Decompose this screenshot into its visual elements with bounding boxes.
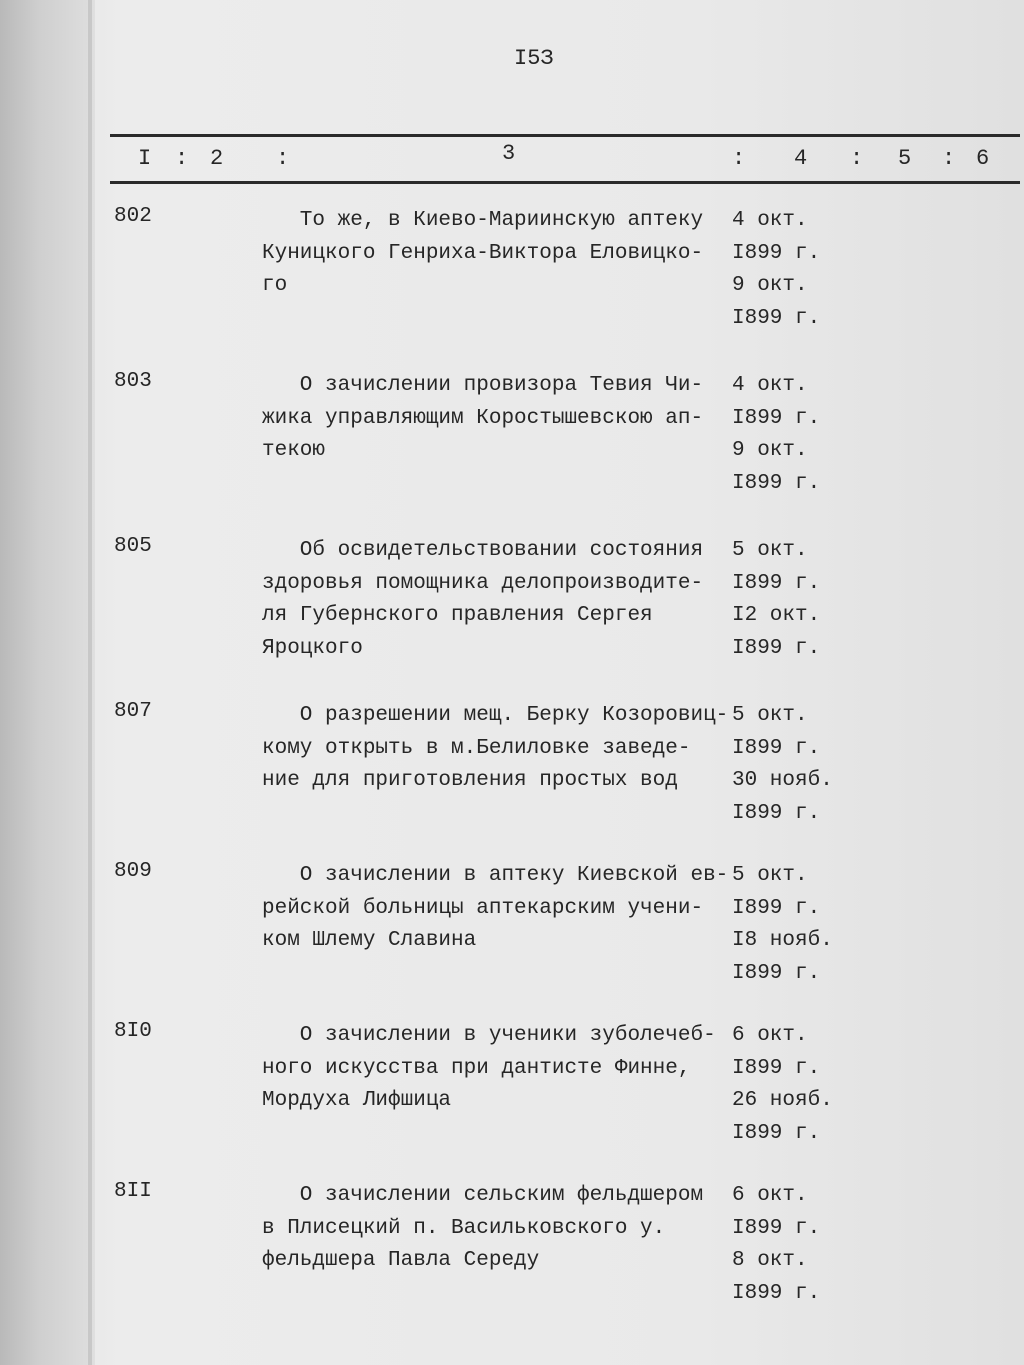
end-date: 26 нояб.: [732, 1089, 833, 1113]
column-number-5: 5: [898, 146, 912, 171]
start-year: I899 г.: [732, 406, 821, 430]
description-line: О зачислении сельским фельдшером: [262, 1184, 704, 1207]
description-line: О зачислении в аптеку Киевской ев-: [262, 864, 729, 887]
description-line: Куницкого Генриха-Виктора Еловицко-: [262, 241, 704, 265]
entry-number: 805: [114, 535, 152, 558]
entry-description: [262, 1020, 732, 1118]
end-date: I2 окт.: [732, 604, 821, 628]
end-year: I899 г.: [732, 1121, 821, 1145]
start-date: 6 окт.: [732, 1184, 808, 1207]
entry-dates: [732, 700, 852, 830]
end-date: 8 окт.: [732, 1249, 808, 1273]
entry-number: 803: [114, 370, 152, 393]
start-year: I899 г.: [732, 736, 821, 760]
description-line: ние для приготовления простых вод: [262, 769, 678, 793]
column-separator: :: [732, 146, 746, 171]
description-line: ного искусства при дантисте Финне,: [262, 1056, 691, 1080]
end-year: I899 г.: [732, 801, 821, 825]
column-number-1: I: [138, 146, 152, 171]
description-line: ля Губернского правления Сергея: [262, 604, 653, 628]
start-date: 4 окт.: [732, 374, 808, 397]
description-line: То же, в Киево-Мариинскую аптеку: [262, 209, 704, 232]
description-line: Мордуха Лифшица: [262, 1089, 452, 1113]
entry-description: [262, 700, 732, 798]
entry-number: 809: [114, 860, 152, 883]
entry-number: 8I0: [114, 1020, 152, 1043]
end-date: 9 окт.: [732, 439, 808, 463]
entry-description: [262, 370, 732, 468]
entry-description: [262, 535, 732, 665]
start-year: I899 г.: [732, 896, 821, 920]
end-year: I899 г.: [732, 961, 821, 985]
description-line: О разрешении мещ. Берку Козоровиц-: [262, 704, 729, 727]
column-separator: :: [175, 146, 189, 171]
entry-number: 802: [114, 205, 152, 228]
column-number-6: 6: [976, 146, 990, 171]
column-separator: :: [850, 146, 864, 171]
description-line: Об освидетельствовании состояния: [262, 539, 704, 562]
start-date: 5 окт.: [732, 539, 808, 562]
table-header-bottom-rule: [110, 181, 1020, 184]
end-date: 30 нояб.: [732, 769, 833, 793]
start-year: I899 г.: [732, 241, 821, 265]
end-date: 9 окт.: [732, 274, 808, 298]
end-year: I899 г.: [732, 306, 821, 330]
end-date: I8 нояб.: [732, 929, 833, 953]
entry-description: [262, 860, 732, 958]
entry-dates: [732, 205, 852, 335]
description-line: здоровья помощника делопроизводите-: [262, 571, 704, 595]
entry-dates: [732, 1020, 852, 1150]
column-number-4: 4: [794, 146, 808, 171]
entry-dates: [732, 1180, 852, 1310]
page-number: I5З: [514, 46, 554, 71]
entry-dates: [732, 370, 852, 500]
description-line: фельдшера Павла Середу: [262, 1249, 540, 1273]
end-year: I899 г.: [732, 636, 821, 660]
description-line: го: [262, 274, 288, 298]
book-gutter: [0, 0, 95, 1365]
description-line: жика управляющим Коростышевскою ап-: [262, 406, 704, 430]
start-year: I899 г.: [732, 1216, 821, 1240]
entry-number: 8II: [114, 1180, 152, 1203]
end-year: I899 г.: [732, 471, 821, 495]
description-line: в Плисецкий п. Васильковского у.: [262, 1216, 666, 1240]
start-date: 6 окт.: [732, 1024, 808, 1047]
start-year: I899 г.: [732, 1056, 821, 1080]
column-separator: :: [942, 146, 956, 171]
end-year: I899 г.: [732, 1281, 821, 1305]
entry-description: [262, 1180, 732, 1278]
table-header-top-rule: [110, 134, 1020, 137]
column-separator: :: [276, 146, 290, 171]
page-fold: [88, 0, 92, 1365]
start-date: 5 окт.: [732, 864, 808, 887]
start-year: I899 г.: [732, 571, 821, 595]
description-line: О зачислении в ученики зуболечеб-: [262, 1024, 716, 1047]
description-line: Яроцкого: [262, 636, 363, 660]
entry-dates: [732, 860, 852, 990]
description-line: текою: [262, 439, 326, 463]
entry-number: 807: [114, 700, 152, 723]
entry-description: [262, 205, 732, 303]
description-line: О зачислении провизора Тевия Чи-: [262, 374, 704, 397]
description-line: ком Шлему Славина: [262, 929, 477, 953]
description-line: рейской больницы аптекарским учени-: [262, 896, 704, 920]
column-number-3: 3: [502, 141, 516, 166]
start-date: 5 окт.: [732, 704, 808, 727]
column-number-2: 2: [210, 146, 224, 171]
entry-dates: [732, 535, 852, 665]
description-line: кому открыть в м.Белиловке заведе-: [262, 736, 691, 760]
start-date: 4 окт.: [732, 209, 808, 232]
